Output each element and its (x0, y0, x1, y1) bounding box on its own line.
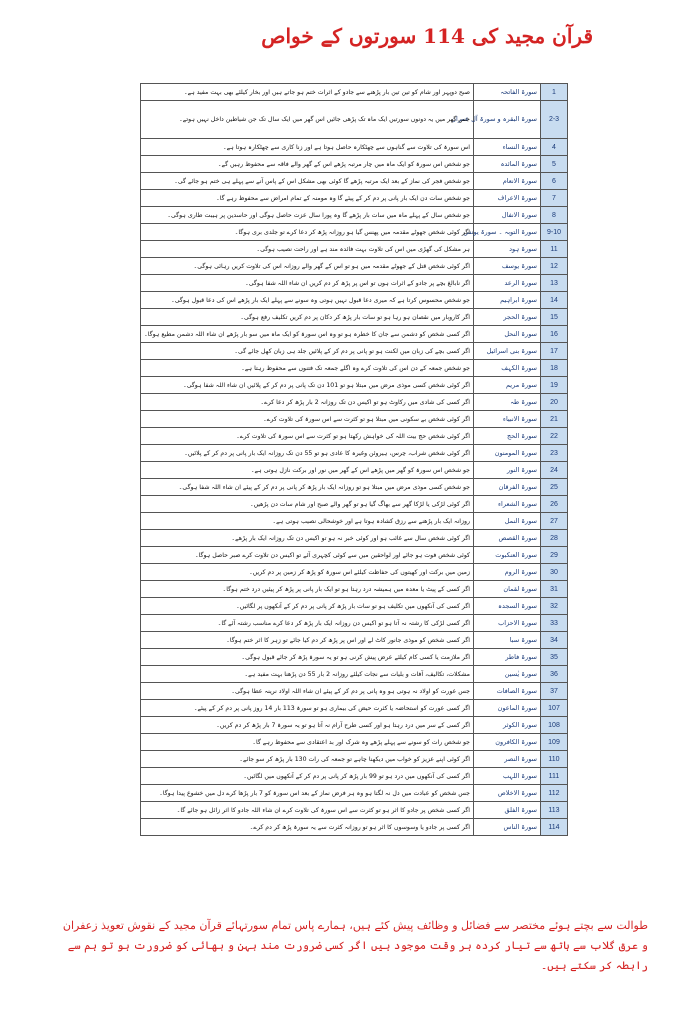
surah-description: صبح دوپہر اور شام کو تین تین بار پڑھنے سے جادو کے اثرات ختم ہو جاتے ہیں اور بخار کیلئے بھی بہت مفید ہے۔ (141, 84, 474, 101)
row-number: 27 (541, 513, 568, 530)
table-row (141, 101, 568, 139)
table-row (141, 802, 568, 819)
surah-name: سورۃ التوبہ ۔ سورۃ یونس (474, 224, 541, 241)
table-row (141, 462, 568, 479)
table-row (141, 207, 568, 224)
table-row (141, 700, 568, 717)
surah-description: جو شخص کسی موذی مرض میں مبتلا ہو تو روزانہ ایک بار پڑھ کر پانی پر دم کر کے پیئے ان شاء اللہ شفا ہوگی۔ (141, 479, 474, 496)
surah-name: سورۃ طہ (474, 394, 541, 411)
surah-description: اگر کسی لڑکی کا رشتہ نہ آتا ہو تو اکیس دن روزانہ ایک بار پڑھ کر دعا کرے مناسب رشتہ آئے گا۔ (141, 615, 474, 632)
row-number: 21 (541, 411, 568, 428)
surah-description: اگر نابالغ بچے پر جادو کے اثرات ہوں تو اس پر پڑھ کر دم کریں ان شاء اللہ شفا ہوگی۔ (141, 275, 474, 292)
surah-description: جس عورت کو اولاد نہ ہوتی ہو وہ پانی پر دم کر کے پیئے ان شاء اللہ اولاد نرینہ عطا ہوگی۔ (141, 683, 474, 700)
row-number: 12 (541, 258, 568, 275)
table-row (141, 326, 568, 343)
row-number: 17 (541, 343, 568, 360)
surah-name: سورۃ مریم (474, 377, 541, 394)
row-number: 26 (541, 496, 568, 513)
table-row (141, 598, 568, 615)
footer-line: و عرق گلاب سے ہاتھ سے تیار کردہ ہر وقت موجود ہیں اگر کسی ضرورت مند بہن و بھائی کو ضرورت ہو تو ہم سے رابطہ کر سکتے ہیں۔ (67, 939, 648, 972)
table-row (141, 581, 568, 598)
row-number: 29 (541, 547, 568, 564)
row-number: 1 (541, 84, 568, 101)
table-row (141, 173, 568, 190)
row-number: 6 (541, 173, 568, 190)
surah-description: اگر کسی کی آنکھوں میں درد ہو تو 99 بار پڑھ کر پانی پر دم کر کے آنکھوں میں لگائیں۔ (141, 768, 474, 785)
surah-name: سورۃ البقرہ و سورۃ آل عمران (474, 101, 541, 139)
row-number: 24 (541, 462, 568, 479)
surah-description: اس سورۃ کی تلاوت سے گناہوں سے چھٹکارہ حاصل ہوتا ہے اور زنا کاری سے چھٹکارہ ہوتا ہے۔ (141, 139, 474, 156)
table-row (141, 768, 568, 785)
surah-name: سورۃ الکوثر (474, 717, 541, 734)
surah-description: اگر کوئی شخص بے سکونی میں مبتلا ہو تو کثرت سے اس سورۃ کی تلاوت کرے۔ (141, 411, 474, 428)
surah-name: سورۃ ہود (474, 241, 541, 258)
row-number: 18 (541, 360, 568, 377)
surah-description: ہر مشکل کی گھڑی میں اس کی تلاوت بہت فائدہ مند ہے اور راحت نصیب ہوگی۔ (141, 241, 474, 258)
surah-description: جو شخص جمعہ کے دن اس کی تلاوت کرے وہ اگلے جمعہ تک فتنوں سے محفوظ رہتا ہے۔ (141, 360, 474, 377)
row-number: 9-10 (541, 224, 568, 241)
row-number: 19 (541, 377, 568, 394)
surah-name: سورۃ المومنون (474, 445, 541, 462)
surah-name: سورۃ الروم (474, 564, 541, 581)
surah-description: اگر کسی کی آنکھوں میں تکلیف ہو تو سات بار پڑھ کر پانی پر دم کر کے آنکھوں پر لگائیں۔ (141, 598, 474, 615)
surah-description: اگر کسی پر جادو یا وسوسوں کا اثر ہو تو روزانہ کثرت سے یہ سورۃ پڑھ کر دم کرے۔ (141, 819, 474, 836)
surah-description: اگر کوئی شخص جھوٹے مقدمہ میں پھنس گیا ہو روزانہ پڑھ کر دعا کرے تو جلدی بری ہوگا۔ (141, 224, 474, 241)
table-row (141, 190, 568, 207)
surah-name: سورۃ الناس (474, 819, 541, 836)
table-row (141, 224, 568, 241)
table-row (141, 632, 568, 649)
table-row (141, 513, 568, 530)
surah-name: سورۃ النور (474, 462, 541, 479)
row-number: 110 (541, 751, 568, 768)
surah-name: سورۃ فاطر (474, 649, 541, 666)
surah-description: جو شخص اس سورۃ کو گھر میں پڑھے اس کے گھر میں نور اور برکت نازل ہوتی ہے۔ (141, 462, 474, 479)
table-row (141, 139, 568, 156)
surah-description: جو شخص اس سورۃ کو ایک ماہ میں چار مرتبہ پڑھے اس کے گھر والے فاقہ سے محفوظ رہیں گے۔ (141, 156, 474, 173)
table-row (141, 394, 568, 411)
surah-name: سورۃ الرعد (474, 275, 541, 292)
row-number: 13 (541, 275, 568, 292)
surah-description: جو شخص فجر کی نماز کے بعد ایک مرتبہ پڑھے گا کوئی بھی مشکل اس کے پاس آنے سے پہلے ہی ختم ہو جائے گی۔ (141, 173, 474, 190)
table-row (141, 292, 568, 309)
surah-description: جو شخص محسوس کرتا ہے کہ میری دعا قبول نہیں ہوتی وہ سونے سے پہلے ایک بار پڑھے اس کی دعا قبول ہوگی۔ (141, 292, 474, 309)
surah-description: اگر کوئی شخص قتل کے جھوٹے مقدمہ میں ہو تو اس کے گھر والے روزانہ اس کی تلاوت کریں رہائی ہوگی۔ (141, 258, 474, 275)
surah-name: سورۃ الکہف (474, 360, 541, 377)
table-row (141, 156, 568, 173)
surah-name: سورۃ الاحزاب (474, 615, 541, 632)
surah-description: اگر کسی شخص کو دشمن سے جان کا خطرہ ہو تو وہ اس سورۃ کو ایک ماہ میں سو بار پڑھے ان شاء اللہ دشمن مطیع ہوگا۔ (141, 326, 474, 343)
table-row (141, 751, 568, 768)
surah-name: سورۃ الاخلاص (474, 785, 541, 802)
table-row (141, 666, 568, 683)
surah-description: اگر کوئی لڑکی یا لڑکا گھر سے بھاگ گیا ہو تو گھر والے صبح اور شام سات دن پڑھیں۔ (141, 496, 474, 513)
row-number: 7 (541, 190, 568, 207)
row-number: 114 (541, 819, 568, 836)
page-title: قرآن مجید کی 114 سورتوں کے خواص (261, 24, 593, 48)
surah-description: جو شخص سات دن ایک بار پانی پر دم کر کے پیئے گا وہ مومنہ کے تمام امراض سے محفوظ رہے گا۔ (141, 190, 474, 207)
surah-description: اگر کاروبار میں نقصان ہو رہا ہو تو سات بار پڑھ کر دکان پر دم کریں تکلیف رفع ہوگی۔ (141, 309, 474, 326)
table-row (141, 309, 568, 326)
surah-name: سورۃ یوسف (474, 258, 541, 275)
table-row (141, 360, 568, 377)
row-number: 109 (541, 734, 568, 751)
surah-description: اگر کسی بچے کی زبان میں لکنت ہو تو پانی پر دم کر کے پلائیں جلد ہی زبان کھل جائے گی۔ (141, 343, 474, 360)
surah-description: کوئی شخص فوت ہو جائے اور لواحقین میں سے کوئی کچہری آئے تو اکیس دن تلاوت کرے صبر حاصل ہوگا۔ (141, 547, 474, 564)
row-number: 32 (541, 598, 568, 615)
surah-description: جس شخص کو عبادت میں دل نہ لگتا ہو وہ ہر فرض نماز کے بعد اس سورۃ کو 7 بار پڑھا کرے دل میں خشوع پیدا ہوگا۔ (141, 785, 474, 802)
surah-description: اگر کسی شخص پر جادو کا اثر ہو تو کثرت سے اس سورۃ کی تلاوت کرے ان شاء اللہ جادو کا اثر زائل ہو جائے گا۔ (141, 802, 474, 819)
surah-name: سورۃ الحجر (474, 309, 541, 326)
table-row (141, 649, 568, 666)
row-number: 23 (541, 445, 568, 462)
table-row (141, 717, 568, 734)
footer-note (60, 916, 648, 976)
table-row (141, 84, 568, 101)
row-number: 14 (541, 292, 568, 309)
surah-name: سورۃ الکافرون (474, 734, 541, 751)
surah-name: سورۃ الفاتحہ (474, 84, 541, 101)
surah-description: جو شخص رات کو سونے سے پہلے پڑھے وہ شرک اور بد اعتقادی سے محفوظ رہے گا۔ (141, 734, 474, 751)
table-row (141, 377, 568, 394)
surah-name: سورۃ الانعام (474, 173, 541, 190)
surah-name: سورۃ العنکبوت (474, 547, 541, 564)
surah-name: سورۃ السجدہ (474, 598, 541, 615)
row-number: 108 (541, 717, 568, 734)
table-row (141, 445, 568, 462)
row-number: 25 (541, 479, 568, 496)
surah-description: مشکلات، تکالیف، آفات و بلیات سے نجات کیلئے روزانہ 2 بار 55 دن پڑھنا بہت مفید ہے۔ (141, 666, 474, 683)
surah-name: سورۃ النصر (474, 751, 541, 768)
row-number: 37 (541, 683, 568, 700)
row-number: 8 (541, 207, 568, 224)
surah-description: اگر کوئی اپنے عزیز کو خواب میں دیکھنا چاہے تو جمعہ کی رات 130 بار پڑھ کر سو جائے۔ (141, 751, 474, 768)
row-number: 28 (541, 530, 568, 547)
row-number: 113 (541, 802, 568, 819)
table-row (141, 819, 568, 836)
row-number: 112 (541, 785, 568, 802)
surah-name: سورۃ الفلق (474, 802, 541, 819)
row-number: 16 (541, 326, 568, 343)
row-number: 5 (541, 156, 568, 173)
row-number: 11 (541, 241, 568, 258)
surah-description: اگر کوئی شخص سال سے غائب ہو اور کوئی خبر نہ ہو تو اکیس دن تک روزانہ ایک بار پڑھے۔ (141, 530, 474, 547)
row-number: 2-3 (541, 101, 568, 139)
surah-name: سورۃ الشعراء (474, 496, 541, 513)
surah-name: سورۃ الانبیاء (474, 411, 541, 428)
surah-name: سورۃ بنی اسرائیل (474, 343, 541, 360)
table-row (141, 615, 568, 632)
table-row (141, 275, 568, 292)
surah-description: اگر کسی کے سر میں درد رہتا ہو اور کسی طرح آرام نہ آتا ہو تو یہ سورۃ 7 بار پڑھ کر دم کریں۔ (141, 717, 474, 734)
surah-description: اگر کوئی شخص شراب، چرس، ہیروئن وغیرہ کا عادی ہو تو 55 دن تک روزانہ ایک بار پانی پر دم کر کے پلائیں۔ (141, 445, 474, 462)
row-number: 22 (541, 428, 568, 445)
surah-name: سورۃ المائدہ (474, 156, 541, 173)
footer-line: طوالت سے بچتے ہوئے مختصر سے فضائل و وظائف پیش کئے ہیں، ہمارے پاس تمام سورتہائے قرآن مجید کے نقوش تعویذ زعفران (62, 919, 648, 932)
surah-properties-table (140, 83, 568, 836)
surah-name: سورۃ النساء (474, 139, 541, 156)
row-number: 4 (541, 139, 568, 156)
surah-name: سورۃ الماعون (474, 700, 541, 717)
table-row (141, 785, 568, 802)
table-row (141, 428, 568, 445)
row-number: 107 (541, 700, 568, 717)
table-row (141, 496, 568, 513)
surah-description: جس گھر میں یہ دونوں سورتیں ایک ماہ تک پڑھی جائیں اس گھر میں ایک سال تک جن شیاطین داخل نہیں ہوتے۔ (141, 101, 474, 139)
surah-name: سورۃ النمل (474, 513, 541, 530)
table-row (141, 734, 568, 751)
row-number: 15 (541, 309, 568, 326)
row-number: 35 (541, 649, 568, 666)
surah-description: اگر کوئی شخص کسی موذی مرض میں مبتلا ہو تو 101 دن تک پانی پر دم کر کے پلائیں ان شاء اللہ شفا ہوگی۔ (141, 377, 474, 394)
surah-name: سورۃ الصافات (474, 683, 541, 700)
table-row (141, 683, 568, 700)
surah-description: اگر کسی کی شادی میں رکاوٹ ہو تو اکیس دن تک روزانہ 2 بار پڑھ کر دعا کرے۔ (141, 394, 474, 411)
table-row (141, 411, 568, 428)
row-number: 31 (541, 581, 568, 598)
surah-name: سورۃ الانفال (474, 207, 541, 224)
surah-name: سورۃ لقمان (474, 581, 541, 598)
row-number: 33 (541, 615, 568, 632)
surah-name: سورۃ الاعراف (474, 190, 541, 207)
surah-name: سورۃ سبا (474, 632, 541, 649)
surah-name: سورۃ النحل (474, 326, 541, 343)
surah-description: روزانہ ایک بار پڑھنے سے رزق کشادہ ہوتا ہے اور خوشحالی نصیب ہوتی ہے۔ (141, 513, 474, 530)
table-row (141, 479, 568, 496)
table-row (141, 258, 568, 275)
surah-description: اگر کسی کے پیٹ یا معدہ میں ہمیشہ درد رہتا ہو تو ایک بار پانی پر پڑھ کر پیئیں درد ختم ہوگا۔ (141, 581, 474, 598)
surah-description: جو شخص سال کے پہلے ماہ میں سات بار پڑھے گا وہ پورا سال عزت حاصل ہوگی اور حاسدین پر ہیبت طاری ہوگی۔ (141, 207, 474, 224)
table-row (141, 343, 568, 360)
surah-description: اگر کسی شخص کو موذی جانور کاٹ لے اور اس پر پڑھ کر دم کیا جائے تو زہر کا اثر ختم ہوگا۔ (141, 632, 474, 649)
table-row (141, 564, 568, 581)
surah-description: اگر ملازمت یا کسی کام کیلئے عرض پیش کرنی ہو تو یہ سورۃ پڑھ کر جائے قبول ہوگی۔ (141, 649, 474, 666)
surah-description: اگر کوئی شخص حج بیت اللہ کی خواہش رکھتا ہو تو کثرت سے اس سورۃ کی تلاوت کرے۔ (141, 428, 474, 445)
table-row (141, 530, 568, 547)
surah-description: اگر کسی عورت کو استحاضہ یا کثرت حیض کی بیماری ہو تو سورۃ 113 بار 14 روز پانی پر دم کر کے پیئے۔ (141, 700, 474, 717)
surah-name: سورۃ القصص (474, 530, 541, 547)
row-number: 30 (541, 564, 568, 581)
table-row (141, 241, 568, 258)
surah-name: سورۃ الفرقان (474, 479, 541, 496)
row-number: 36 (541, 666, 568, 683)
row-number: 20 (541, 394, 568, 411)
row-number: 34 (541, 632, 568, 649)
surah-name: سورۃ ابراہیم (474, 292, 541, 309)
row-number: 111 (541, 768, 568, 785)
surah-name: سورۃ یٰسین (474, 666, 541, 683)
surah-name: سورۃ الحج (474, 428, 541, 445)
surah-name: سورۃ اللہب (474, 768, 541, 785)
table-body (141, 84, 568, 836)
surah-description: زمین میں برکت اور کھیتوں کی حفاظت کیلئے اس سورۃ کو پڑھ کر زمین پر دم کریں۔ (141, 564, 474, 581)
table-row (141, 547, 568, 564)
